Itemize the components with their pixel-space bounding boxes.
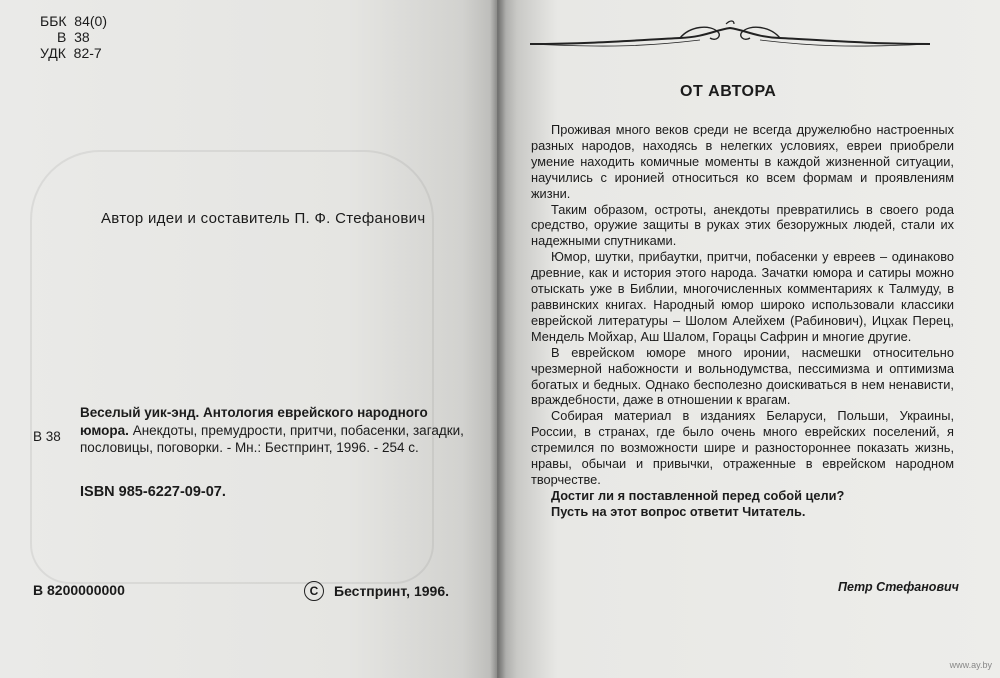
paragraph-4: В еврейском юморе много иронии, насмешки относительно чрезмерной набожности и вольнодумства, пессимизма и оптимизма богатых и бедных. Однако бесполезно доискиваться в нем ненависти, враждебности, даже в отношении к врагам. xyxy=(531,344,954,408)
foreword-body xyxy=(531,122,954,520)
question-line: Достиг ли я поставленной перед собой цели? xyxy=(551,487,845,503)
b38-code: В 38 xyxy=(57,29,90,45)
catalog-annotation: Анекдоты, премудрости, притчи, побасенки, загадки, пословицы, поговорки. - Мн.: Бестпринт, 1996. - 254 с. xyxy=(80,422,464,455)
isbn: ISBN 985-6227-09-07. xyxy=(80,484,226,500)
author-credit: Автор идеи и составитель П. Ф. Стефанович xyxy=(101,210,426,227)
library-codes xyxy=(40,13,107,61)
catalog-code: В 38 xyxy=(33,429,61,444)
inventory-code: В 8200000000 xyxy=(33,582,125,598)
page-heading: ОТ АВТОРА xyxy=(680,83,777,100)
copyright-line xyxy=(304,581,449,601)
copyright-text: Бестпринт, 1996. xyxy=(334,583,449,599)
catalog-record xyxy=(80,404,465,457)
ornament-flourish-icon xyxy=(530,18,930,58)
catalog-title: Веселый уик-энд. Антология еврейского народного юмора. xyxy=(80,405,428,438)
copyright-icon: C xyxy=(304,581,324,601)
author-signature: Петр Стефанович xyxy=(838,580,959,594)
paragraph-1: Проживая много веков среди не всегда дружелюбно настроенных разных народов, находясь в нелегких условиях, евреи приобрели умение находить комичные моменты в каждой жизненной ситуации, научились с иронией относиться ко всем формам и проявлениям жизни. xyxy=(531,122,954,201)
left-page xyxy=(0,0,497,678)
paragraph-5: Собирая материал в изданиях Беларуси, Польши, Украины, России, в странах, где было очень много еврейских поселений, я стремился по возможности шире и разностороннее показать жизнь, нравы, обычаи и привычки, отраженные в еврейском народном творчестве. xyxy=(531,408,954,487)
book-gutter xyxy=(490,0,506,678)
bbk-code: ББК 84(0) xyxy=(40,13,107,29)
udk-code: УДК 82-7 xyxy=(40,45,102,61)
paragraph-3: Юмор, шутки, прибаутки, притчи, побасенки у евреев – одинаково древние, как и история этого народа. Зачатки юмора и сатиры можно отыскать уже в Библии, многочисленных комментариях к Талмуду, в раввинских книгах. Народный юмор широко использовали классики еврейской литературы – Шолом Алейхем (Рабинович), Ицхак Перец, Мендель Мойхар, Аш Шалом, Горацы Сафрин и многие другие. xyxy=(531,249,954,344)
paragraph-2: Таким образом, остроты, анекдоты превратились в своего рода средство, оружие защиты в руках этих безоружных людей, стали их надежными спутниками. xyxy=(531,201,954,249)
watermark: www.ay.by xyxy=(949,660,992,670)
answer-line: Пусть на этот вопрос ответит Читатель. xyxy=(551,503,806,519)
